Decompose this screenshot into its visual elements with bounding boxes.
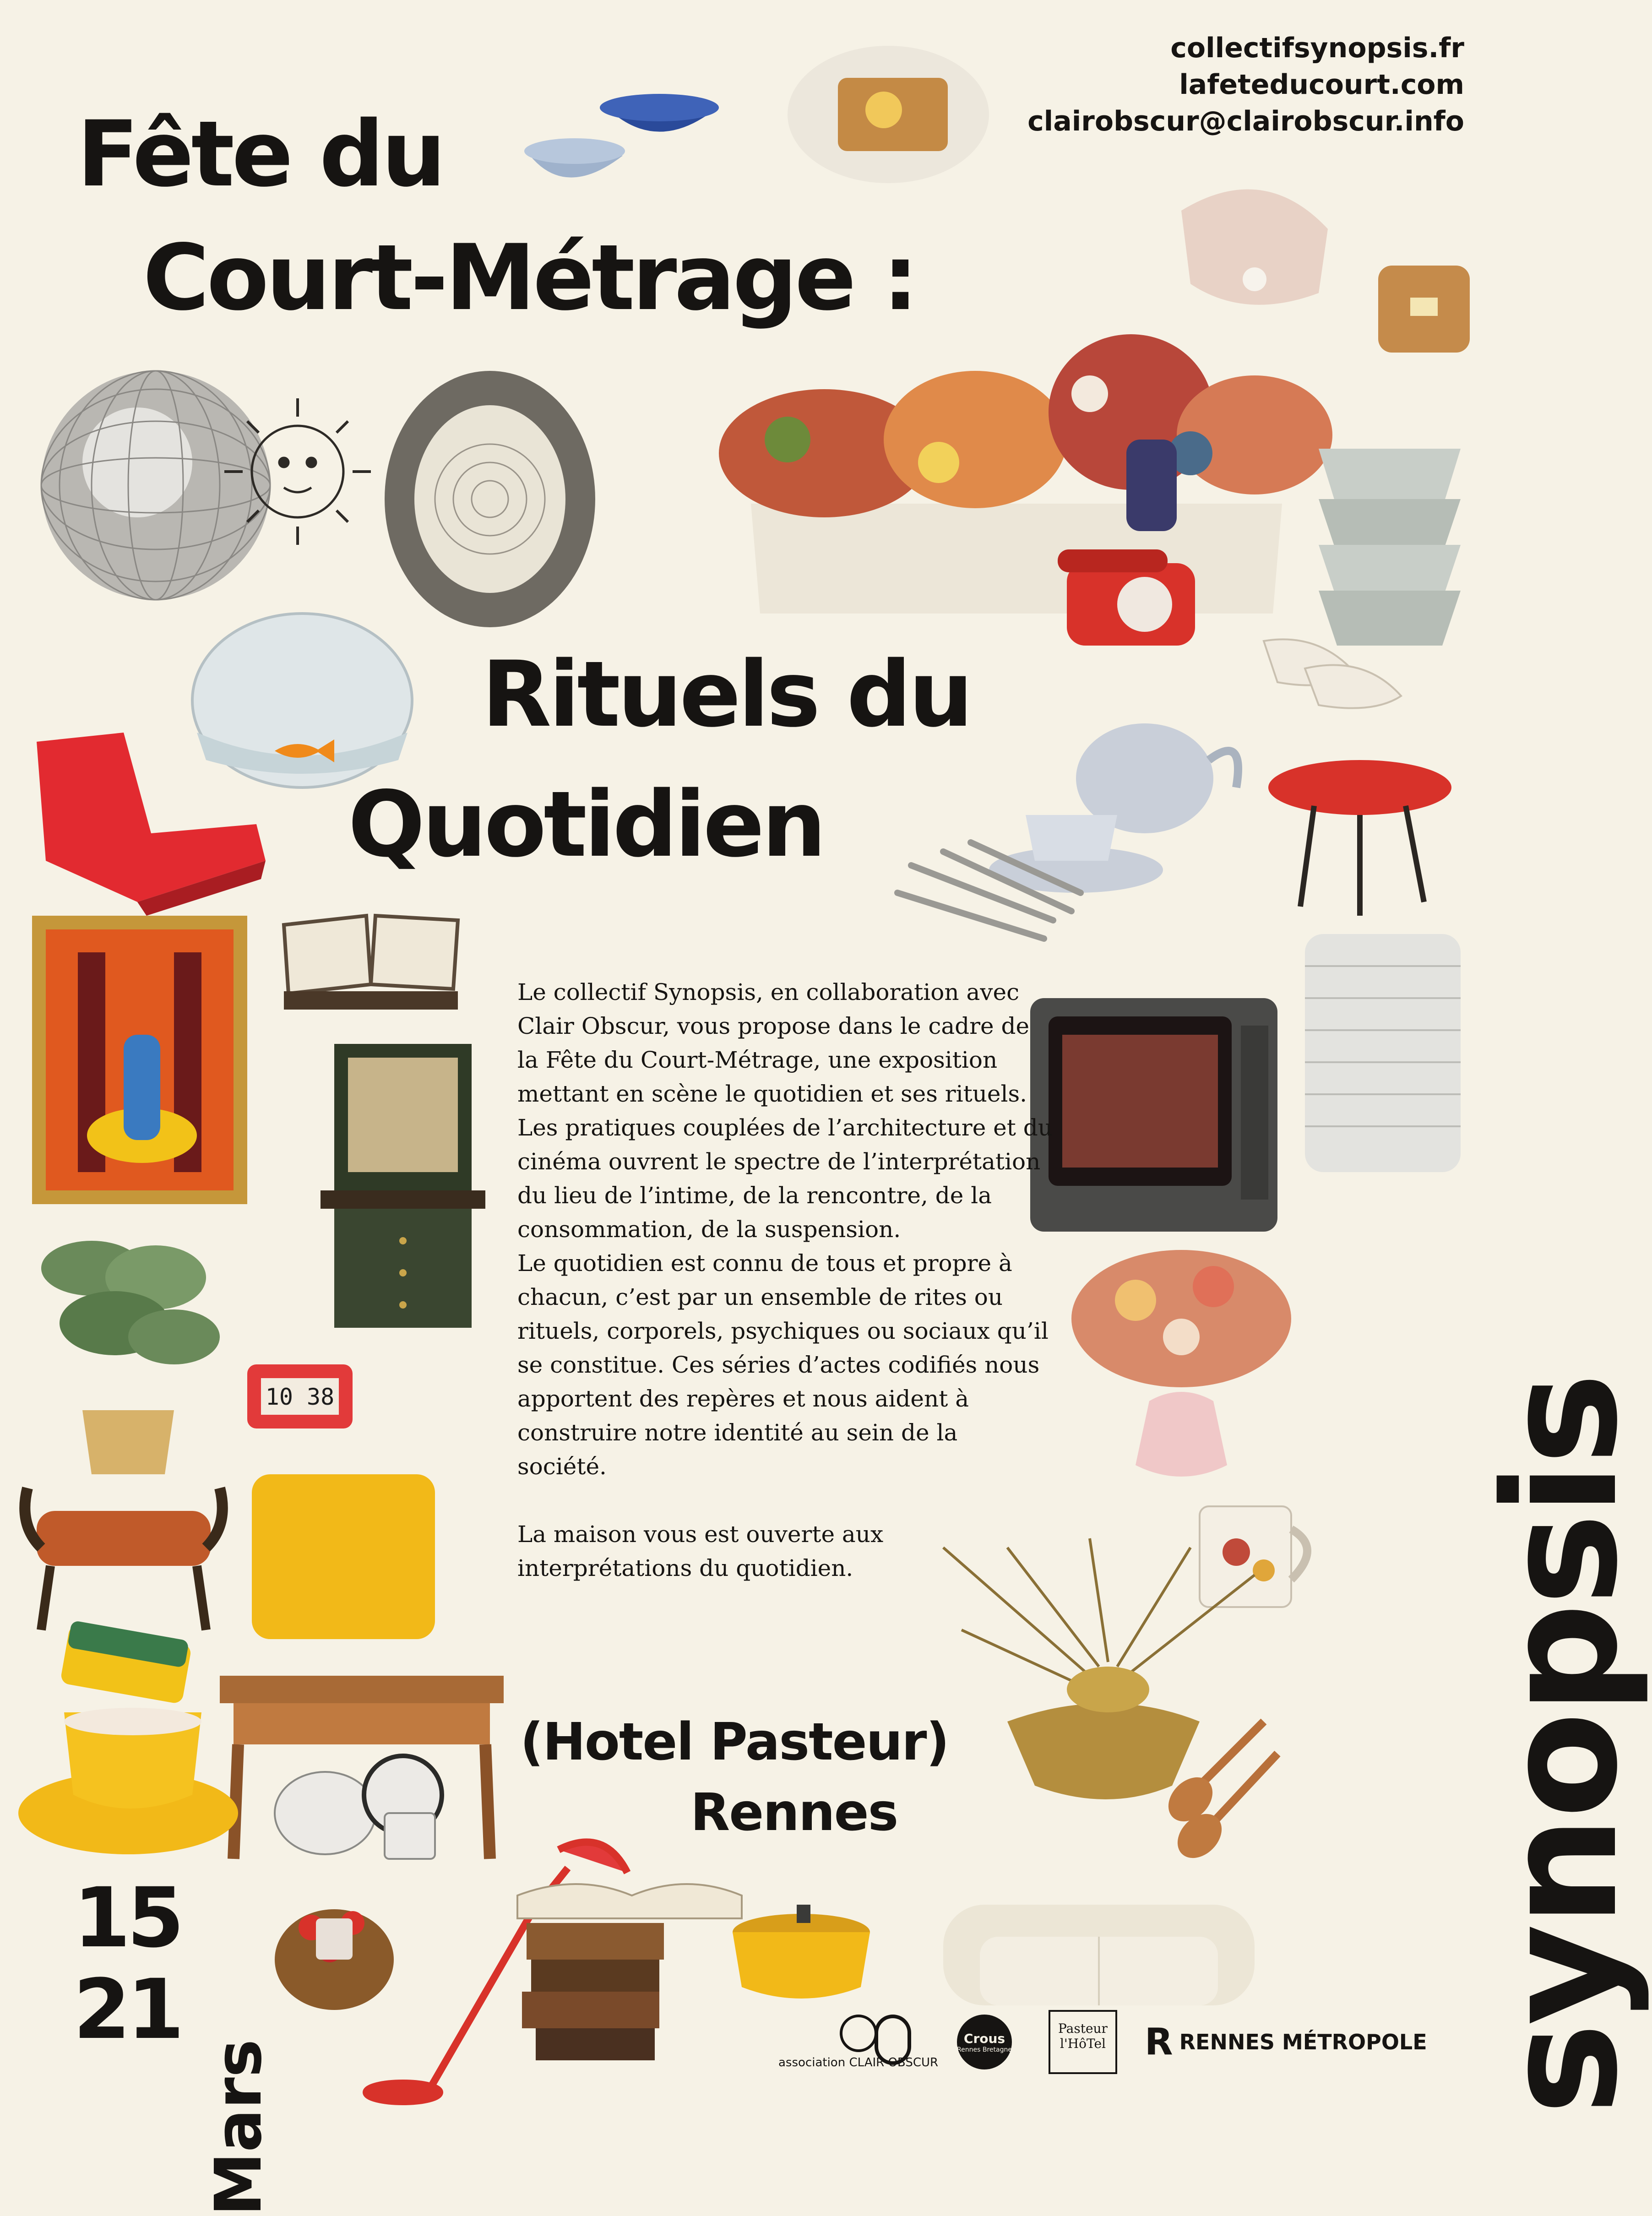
cabinet-icon	[321, 1044, 485, 1328]
book-stack-icon	[517, 1884, 742, 2060]
yellow-pillow-icon	[252, 1474, 435, 1639]
painting-icon	[32, 916, 247, 1204]
crous-label: Crous	[963, 2031, 1005, 2046]
sponge-icon	[60, 1620, 192, 1705]
teacup-icon	[18, 1708, 238, 1854]
strawberry-basket-icon	[275, 1909, 394, 2010]
plant-icon	[41, 1241, 220, 1474]
subtitle-line-2: Quotidien	[348, 771, 824, 877]
toast-icon	[1378, 266, 1470, 353]
brand-wordmark: synopsis	[1471, 1375, 1652, 2115]
plates-stack-icon	[1305, 934, 1461, 1172]
email-link[interactable]: clairobscur@clairobscur.info	[1027, 105, 1464, 137]
title-line-1: Fête du	[77, 101, 444, 207]
flowers-vase-icon	[1071, 1250, 1291, 1477]
mug-icon	[1200, 1506, 1307, 1607]
glass-bowls-icon	[524, 94, 719, 178]
description	[517, 975, 1053, 1585]
flower-still-life-icon	[719, 334, 1332, 614]
shell-pearl-icon	[1181, 189, 1328, 304]
disco-ball-icon	[41, 371, 270, 600]
crous-sublabel: Rennes Bretagne	[957, 2046, 1012, 2053]
rennes-metropole-logo	[1145, 2020, 1427, 2063]
date-end: 21	[73, 1962, 181, 2058]
pasteur-logo: Pasteur l'HôTel	[1049, 2010, 1117, 2074]
description-paragraph-1: Le collectif Synopsis, en collaboration avec Clair Obscur, vous propose dans le cadre de la Fête du Court-Métrage, une exposition mettant en scène le quotidien et ses rituels. Les pratiques couplées de l’architecture et du cinéma ouvrent le spectre de l’interprétation du lieu de l’intime, de la rencontre, de la consommation, de la suspension.	[517, 979, 1053, 1243]
clock-radio-icon	[247, 1364, 353, 1428]
date-month: Mars	[201, 2039, 276, 2216]
bowls-stack-icon	[1319, 449, 1461, 646]
svg-text:10 38: 10 38	[265, 1384, 335, 1410]
website-link-synopsis[interactable]: collectifsynopsis.fr	[1170, 32, 1464, 64]
red-phone-icon	[1058, 549, 1195, 646]
date-start: 15	[73, 1870, 181, 1966]
venue-name: (Hotel Pasteur)	[520, 1712, 949, 1772]
fishbowl-icon	[192, 614, 412, 788]
description-paragraph-3: La maison vous est ouverte aux interprétations du quotidien.	[517, 1521, 884, 1581]
rennes-metropole-icon: R	[1145, 2020, 1173, 2063]
clair-obscur-label: association CLAIR OBSCUR	[778, 2056, 939, 2069]
title-line-2: Court-Métrage :	[143, 225, 916, 331]
stool-icon	[1268, 760, 1451, 916]
tv-icon	[1030, 998, 1277, 1232]
rennes-metropole-label: RENNES MÉTROPOLE	[1179, 2030, 1427, 2054]
venue-city: Rennes	[690, 1783, 898, 1842]
clair-obscur-icon	[840, 2015, 877, 2052]
shoes-icon	[1264, 639, 1401, 708]
open-book-icon	[284, 916, 458, 1010]
ornate-clock-icon	[385, 371, 595, 627]
bench-icon	[25, 1488, 222, 1630]
kettle-icon	[275, 1756, 442, 1859]
yellow-pot-icon	[733, 1905, 870, 1999]
toast-plate-icon	[788, 46, 989, 183]
description-paragraph-2: Le quotidien est connu de tous et propre à chacun, c’est par un ensemble de rites ou rituels, corporels, psychiques ou sociaux qu’il se constitue. Ces séries d’actes codifiés nous apportent des repères et nous aident à construire notre identité au sein de la société.	[517, 1250, 1049, 1480]
synopsis-logo-icon	[875, 2015, 911, 2065]
sofa-icon	[943, 1905, 1255, 2005]
crous-icon	[957, 2015, 1012, 2069]
subtitle-line-1: Rituels du	[482, 641, 971, 747]
website-link-fete[interactable]: lafeteducourt.com	[1179, 69, 1464, 101]
crous-logo	[957, 2015, 1012, 2069]
clair-obscur-logo	[778, 2015, 938, 2069]
